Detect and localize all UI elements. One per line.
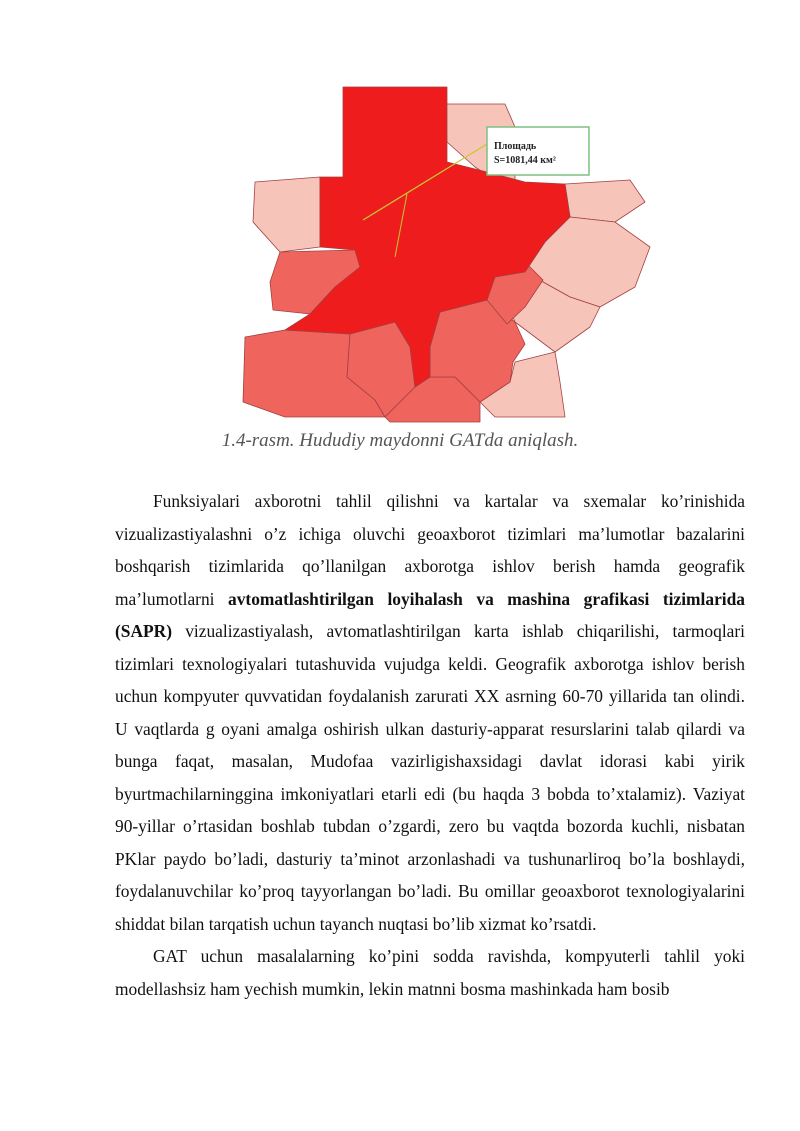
paragraph-2: GAT uchun masalalarning ko’pini sodda ravishda, kompyuterli tahlil yoki modellashsiz ham yechish mumkin, lekin matnni bosma mashinkada ham bosib: [115, 946, 745, 999]
body-text: [115, 485, 745, 1005]
paragraph-1-end: vizualizastiyalash, avtomatlashtirilgan karta ishlab chiqarilishi, tarmoqlari tizimlari texnologiyalari tutashuvida vujudga keldi. Geografik axborotga ishlov berish uchun kompyuter quvvatidan foydalanish zarurati XX asrning 60-70 yillarida tan olindi. U vaqtlarda g oyani amalga oshirish ulkan dasturiy-apparat resurslarini talab qilardi va bunga faqat, masalan, Mudofaa vazirligishaxsidagi davlat idorasi kabi yirik byurtmachilarninggina imkoniyatlari etarli edi (bu haqda 3 bobda to’xtalamiz). Vaziyat 90-yillar o’rtasidan boshlab tubdan o’zgardi, zero bu vaqtda bozorda kuchli, nisbatan PKlar paydo bo’ladi, dasturiy ta’minot arzonlashadi va tushunarliroq bo’la boshlaydi, foydalanuvchilar ko’proq tayyorlangan bo’ladi. Bu omillar geoaxborot texnologiyalarini shiddat bilan tarqatish uchun tayanch nuqtasi bo’lib xizmat ko’rsatdi.: [115, 621, 745, 934]
region-map: [225, 82, 665, 427]
area-callout-label: Площадь: [494, 141, 537, 152]
region-map-figure: [225, 82, 665, 427]
map-region-west: [253, 177, 320, 252]
paragraph-1: [115, 485, 745, 940]
paragraph-1-bold-term: avtomatlashtirilgan loyihalash va mashina grafikasi tizimlarida (SAPR): [115, 588, 745, 641]
area-callout-value: S=1081,44 км²: [494, 155, 556, 166]
figure-caption: 1.4-rasm. Hududiy maydonni GATda aniqlash.: [221, 430, 579, 451]
map-region-east: [565, 180, 645, 222]
paragraph-1-start: Funksiyalari axborotni tahlil qilishni va kartalar va sxemalar ko’rinishida vizualizastiyalashni o’z ichiga oluvchi geoaxborot tizimlari ma’lumotlar bazalarini boshqarish tizimlarida qo’llanilgan axborotga ishlov berish hamda geografik ma’lumotlarni: [115, 491, 745, 609]
